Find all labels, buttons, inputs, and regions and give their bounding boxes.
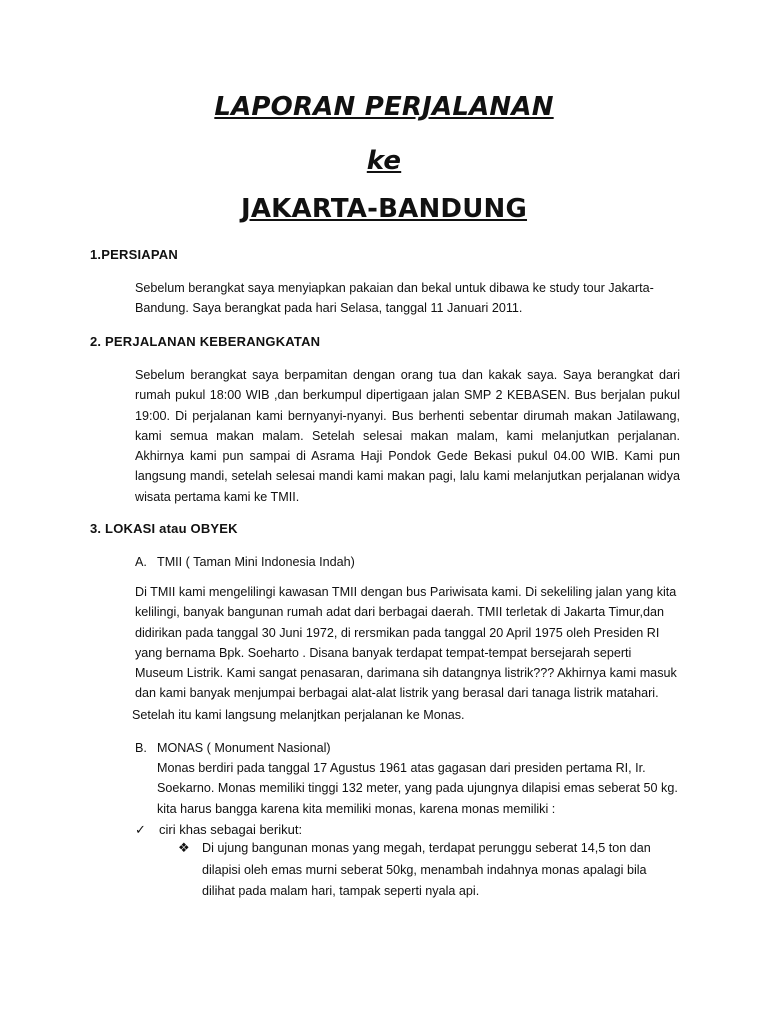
list-label-tmii: TMII ( Taman Mini Indonesia Indah) <box>157 555 355 569</box>
document-title-line3: JAKARTA-BANDUNG <box>240 194 528 224</box>
list-item-monas <box>135 738 331 758</box>
paragraph-persiapan: Sebelum berangkat saya menyiapkan pakaian dan bekal untuk dibawa ke study tour Jakarta-Bandung. Saya berangkat pada hari Selasa, tanggal 11 Januari 2011. <box>135 281 654 316</box>
paragraph-tmii-closing: Setelah itu kami langsung melanjtkan perjalanan ke Monas. <box>132 708 465 722</box>
paragraph-tmii: Di TMII kami mengelilingi kawasan TMII dengan bus Pariwisata kami. Di sekeliling jalan yang kita kelilingi, banyak bangunan rumah adat dari berbagai daerah. TMII terletak di Jakarta Timur,dan didirikan pada tanggal 30 Juni 1972, di rersmikan pada tanggal 20 April 1975 oleh Presiden RI yang bernama Bpk. Soeharto . Disana banyak terdapat tempat-tempat bersejarah seperti Museum Listrik. Kami sangat penasaran, darimana sih datangnya listrik??? Akhirnya kami masuk dan kami banyak menjumpai berbagai alat-alat listrik yang berasal dari tanaga listrik matahari. <box>135 585 677 701</box>
paragraph-perjalanan: Sebelum berangkat saya berpamitan dengan orang tua dan kakak saya. Saya berangkat dari rumah pukul 18:00 WIB ,dan berkumpul dipertigaan jalan SMP 2 KEBASEN. Bus berjalan pukul 19:00. Di perjalanan kami bernyanyi-nyanyi. Bus berhenti sebentar dirumah makan Jatilawang, kami semua makan malam. Setelah selesai makan malam, kami melanjutkan perjalanan. Akhirnya kami pun sampai di Asrama Haji Pondok Gede Bekasi pukul 04.00 WIB. Kami pun langsung mandi, setelah selesai mandi kami makan pagi, lalu kami melanjutkan perjalanan widya wisata pertama kami ke TMII. <box>135 368 680 504</box>
diamond-bullet-icon: ❖ <box>178 841 190 856</box>
list-label-monas: MONAS ( Monument Nasional) <box>157 741 331 755</box>
section-heading-perjalanan: 2. PERJALANAN KEBERANGKATAN <box>90 334 321 349</box>
document-title-line1: LAPORAN PERJALANAN <box>214 92 554 122</box>
checklist-text: ciri khas sebagai berikut: <box>159 822 303 837</box>
paragraph-monas: Monas berdiri pada tanggal 17 Agustus 1961 atas gagasan dari presiden pertama RI, Ir. Soekarno. Monas memiliki tinggi 132 meter, yang pada ujungnya dilapisi emas seberat 50 kg. kita harus bangga karena kita memiliki monas, karena monas memiliki : <box>157 761 678 816</box>
sub-bullet-text: Di ujung bangunan monas yang megah, terdapat perunggu seberat 14,5 ton dan dilapisi oleh emas murni seberat 50kg, menambah indahnya monas apalagi bila dilihat pada malam hari, tampak seperti nyala api. <box>202 841 651 898</box>
sub-bullet-item <box>178 838 658 903</box>
list-marker-a: A. <box>135 555 147 569</box>
list-marker-b: B. <box>135 741 147 755</box>
check-icon: ✓ <box>135 823 146 838</box>
document-title-line2: ke <box>366 146 402 176</box>
section-heading-lokasi: 3. LOKASI atau OBYEK <box>90 521 238 536</box>
section-heading-persiapan: 1.PERSIAPAN <box>90 247 178 262</box>
list-item-tmii <box>135 552 355 572</box>
